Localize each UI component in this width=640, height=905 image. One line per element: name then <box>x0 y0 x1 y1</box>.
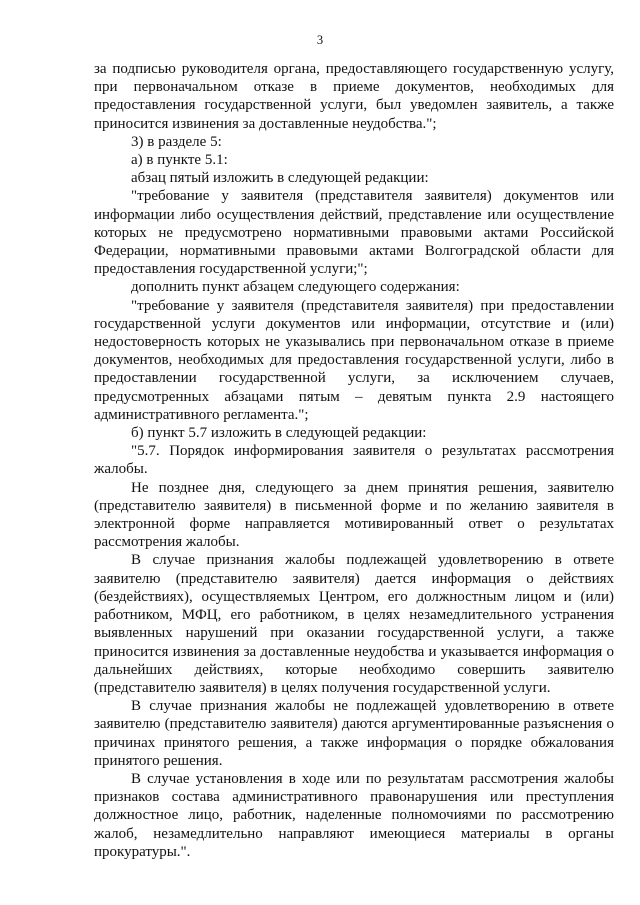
paragraph-6: дополнить пункт абзацем следующего содержания: <box>131 279 460 296</box>
paragraph-12: В случае признания жалобы не подлежащей удовлетворению в ответе заявителю (представителю заявителя) даются аргументированные разъяснения о причинах принятого решения, а также информация о порядке обжалования принятого решения. <box>94 698 614 769</box>
paragraph-11: В случае признания жалобы подлежащей удовлетворению в ответе заявителю (представителю заявителя) дается информация о действиях (бездействиях), осуществляемых Центром, его должностным лицом и (или) работником, МФЦ, его работником, в целях незамедлительного устранения выявленных нарушений при оказании государственной услуги, а также приносится извинения за доставленные неудобства и указывается информация о дальнейших действиях, которые необходимо совершить заявителю (представителю заявителя) в целях получения государственной услуги. <box>94 552 614 696</box>
page-number: 3 <box>316 33 324 47</box>
paragraph-3: а) в пункте 5.1: <box>131 152 228 169</box>
paragraph-8: б) пункт 5.7 изложить в следующей редакции: <box>131 425 427 442</box>
paragraph-7: "требование у заявителя (представителя заявителя) при предоставлении государственной услуги документов или информации, отсутствие и (или) недостоверность которых не указывались при первоначальном отказе в приеме документов, необходимых для предоставления государственной услуги, либо в предоставлении государственной услуги, за исключением случаев, предусмотренных абзацами пятым – девятым пункта 2.9 настоящего административного регламента."; <box>94 297 614 423</box>
paragraph-13: В случае установления в ходе или по результатам рассмотрения жалобы признаков состава административного правонарушения или преступления должностное лицо, работник, наделенные полномочиями по рассмотрению жалоб, незамедлительно направляют имеющиеся материалы в органы прокуратуры.". <box>94 770 614 860</box>
paragraph-9: "5.7. Порядок информирования заявителя о результатах рассмотрения жалобы. <box>94 443 614 478</box>
document-body <box>94 60 614 861</box>
paragraph-5: "требование у заявителя (представителя заявителя) документов или информации либо осуществления действий, представление или осуществление которых не предусмотрено нормативными правовыми актами Российской Федерации, нормативными правовыми актами Волгоградской области для предоставления государственной услуги;"; <box>94 188 614 278</box>
paragraph-4: абзац пятый изложить в следующей редакции: <box>131 170 429 187</box>
paragraph-1: за подписью руководителя органа, предоставляющего государственную услугу, при первоначальном отказе в приеме документов, необходимых для предоставления государственной услуги, был уведомлен заявитель, а также приносится извинения за доставленные неудобства."; <box>94 61 614 132</box>
paragraph-10: Не позднее дня, следующего за днем принятия решения, заявителю (представителю заявителя) в письменной форме и по желанию заявителя в электронной форме направляется мотивированный ответ о результатах рассмотрения жалобы. <box>94 479 614 551</box>
paragraph-2: 3) в разделе 5: <box>131 133 222 150</box>
